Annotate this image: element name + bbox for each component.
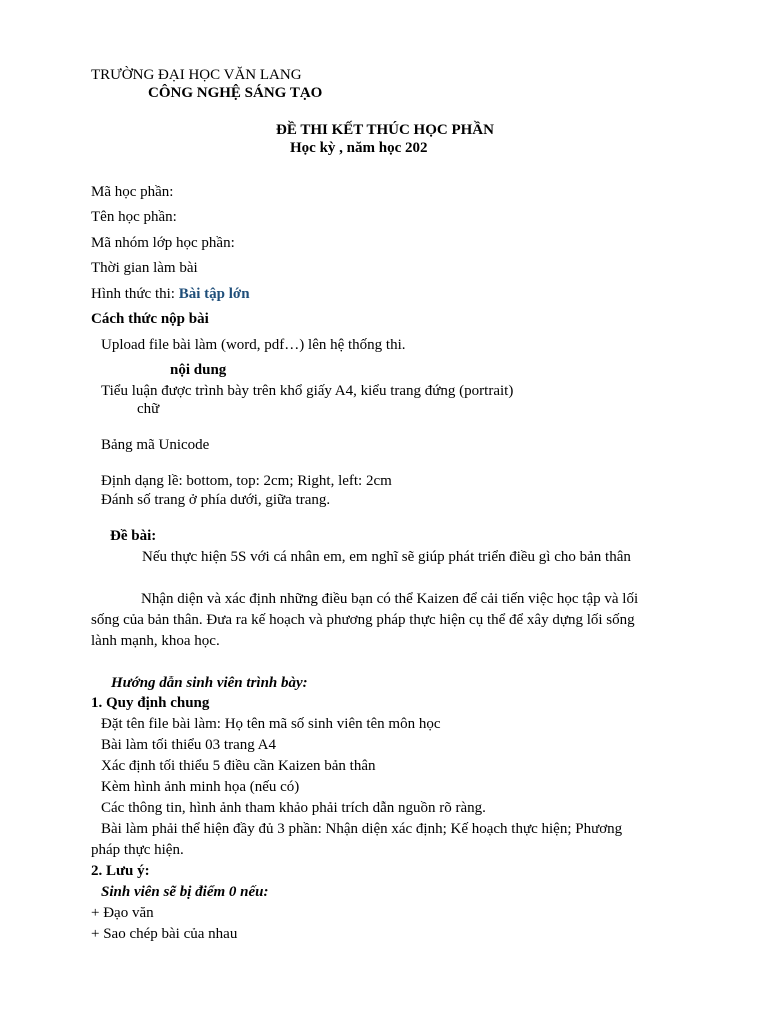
rule-item: Bài làm tối thiểu 03 trang A4: [101, 737, 276, 753]
submission-heading: Cách thức nộp bài: [91, 311, 209, 327]
general-rules-heading: 1. Quy định chung: [91, 695, 210, 711]
violation-item: + Đạo văn: [91, 905, 154, 921]
course-name-label: Tên học phần:: [91, 209, 177, 225]
rule-item: Kèm hình ảnh minh họa (nếu có): [101, 779, 300, 795]
assignment-question-2-line2: sống của bản thân. Đưa ra kế hoạch và phương pháp thực hiện cụ thể để xây dựng lối sống: [91, 612, 635, 628]
unicode-instruction: Bảng mã Unicode: [101, 437, 210, 453]
assignment-heading: Đề bài:: [110, 528, 157, 544]
margin-instruction: Định dạng lề: bottom, top: 2cm; Right, left: 2cm: [101, 473, 392, 489]
upload-instruction: Upload file bài làm (word, pdf…) lên hệ thống thi.: [101, 337, 406, 353]
assignment-question-2-line3: lành mạnh, khoa học.: [91, 633, 220, 649]
note-heading: 2. Lưu ý:: [91, 863, 150, 879]
exam-format: [91, 285, 250, 303]
faculty-name: CÔNG NGHỆ SÁNG TẠO: [148, 85, 323, 101]
exam-semester: Học kỳ , năm học 202: [290, 140, 428, 156]
zero-score-heading: Sinh viên sẽ bị điểm 0 nếu:: [101, 884, 269, 900]
exam-title: ĐỀ THI KẾT THÚC HỌC PHẦN: [276, 122, 494, 138]
rule-parts-line1: Bài làm phải thể hiện đầy đủ 3 phần: Nhận diện xác định; Kế hoạch thực hiện; Phương: [101, 821, 623, 837]
assignment-question-2-line1: Nhận diện và xác định những điều bạn có thể Kaizen để cải tiến việc học tập và lối: [141, 591, 639, 607]
rule-item: Xác định tối thiểu 5 điều cần Kaizen bản thân: [101, 758, 376, 774]
content-label: nội dung: [170, 362, 227, 378]
violation-item: + Sao chép bài của nhau: [91, 926, 238, 942]
rule-parts-line2: pháp thực hiện.: [91, 842, 184, 858]
font-label: chữ: [137, 401, 160, 417]
paper-format: Tiểu luận được trình bày trên khổ giấy A4, kiểu trang đứng (portrait): [101, 383, 514, 399]
exam-format-value: Bài tập lớn: [178, 286, 250, 302]
page-number-instruction: Đánh số trang ở phía dưới, giữa trang.: [101, 492, 331, 508]
guide-heading: Hướng dẫn sinh viên trình bày:: [111, 675, 308, 691]
rule-item: Đặt tên file bài làm: Họ tên mã số sinh viên tên môn học: [101, 716, 441, 732]
exam-format-label: Hình thức thi:: [91, 286, 175, 302]
assignment-question-1: Nếu thực hiện 5S với cá nhân em, em nghĩ sẽ giúp phát triển điều gì cho bản thân: [142, 549, 631, 565]
university-name: TRƯỜNG ĐẠI HỌC VĂN LANG: [91, 67, 302, 83]
rule-item: Các thông tin, hình ảnh tham khảo phải trích dẫn nguồn rõ ràng.: [101, 800, 486, 816]
course-code-label: Mã học phần:: [91, 184, 174, 200]
class-group-label: Mã nhóm lớp học phần:: [91, 235, 235, 251]
duration-label: Thời gian làm bài: [91, 260, 198, 276]
